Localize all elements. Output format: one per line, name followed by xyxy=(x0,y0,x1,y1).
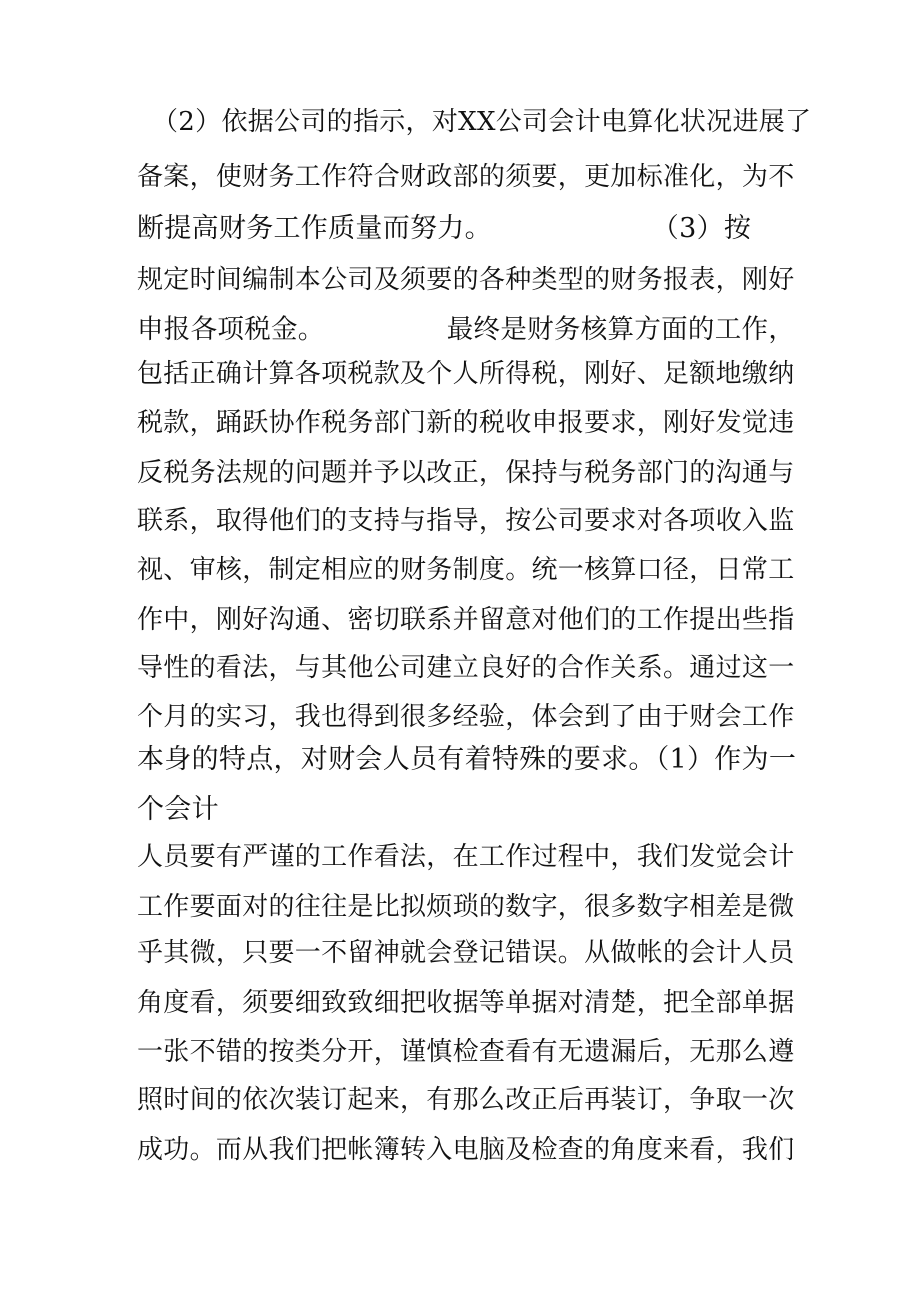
text-line-20: 一张不错的按类分开，谨慎检查看有无遗漏后，无那么遵 xyxy=(137,1037,795,1067)
text-line-2: 备案，使财务工作符合财政部的须要，更加标准化，为不 xyxy=(137,162,795,192)
text-line-18: 乎其微，只要一不留神就会登记错误。从做帐的会计人员 xyxy=(137,938,795,968)
text-line-4: 规定时间编制本公司及须要的各种类型的财务报表，刚好 xyxy=(137,265,795,295)
text-line-21: 照时间的依次装订起来，有那么改正后再装订，争取一次 xyxy=(137,1085,795,1115)
text-line-16: 人员要有严谨的工作看法，在工作过程中，我们发觉会计 xyxy=(137,842,795,872)
text-line-8: 反税务法规的问题并予以改正，保持与税务部门的沟通与 xyxy=(137,458,795,488)
text-line-3: 断提高财务工作质量而努力。 （3）按 xyxy=(137,213,752,244)
text-line-7: 税款，踊跃协作税务部门新的税收申报要求，刚好发觉违 xyxy=(137,408,795,438)
text-line-14: 本身的特点，对财会人员有着特殊的要求。（1）作为一 xyxy=(137,744,797,775)
text-line-17: 工作要面对的往往是比拟烦琐的数字，很多数字相差是微 xyxy=(137,892,795,922)
text-line-1: （2）依据公司的指示，对XX公司会计电算化状况进展了 xyxy=(152,107,812,137)
text-line-11: 作中，刚好沟通、密切联系并留意对他们的工作提出些指 xyxy=(137,605,795,635)
text-line-10: 视、审核，制定相应的财务制度。统一核算口径，日常工 xyxy=(137,555,795,585)
text-line-19: 角度看，须要细致致细把收据等单据对清楚，把全部单据 xyxy=(137,988,795,1018)
text-line-9: 联系，取得他们的支持与指导，按公司要求对各项收入监 xyxy=(137,506,795,536)
text-line-13: 个月的实习，我也得到很多经验，体会到了由于财会工作 xyxy=(137,702,795,732)
text-line-15: 个会计 xyxy=(137,794,219,825)
text-line-22: 成功。而从我们把帐簿转入电脑及检查的角度来看，我们 xyxy=(137,1135,795,1165)
text-line-12: 导性的看法，与其他公司建立良好的合作关系。通过这一 xyxy=(137,653,795,683)
text-line-5: 申报各项税金。 最终是财务核算方面的工作， xyxy=(137,314,796,345)
text-line-6: 包括正确计算各项税款及个人所得税，刚好、足额地缴纳 xyxy=(137,359,795,389)
